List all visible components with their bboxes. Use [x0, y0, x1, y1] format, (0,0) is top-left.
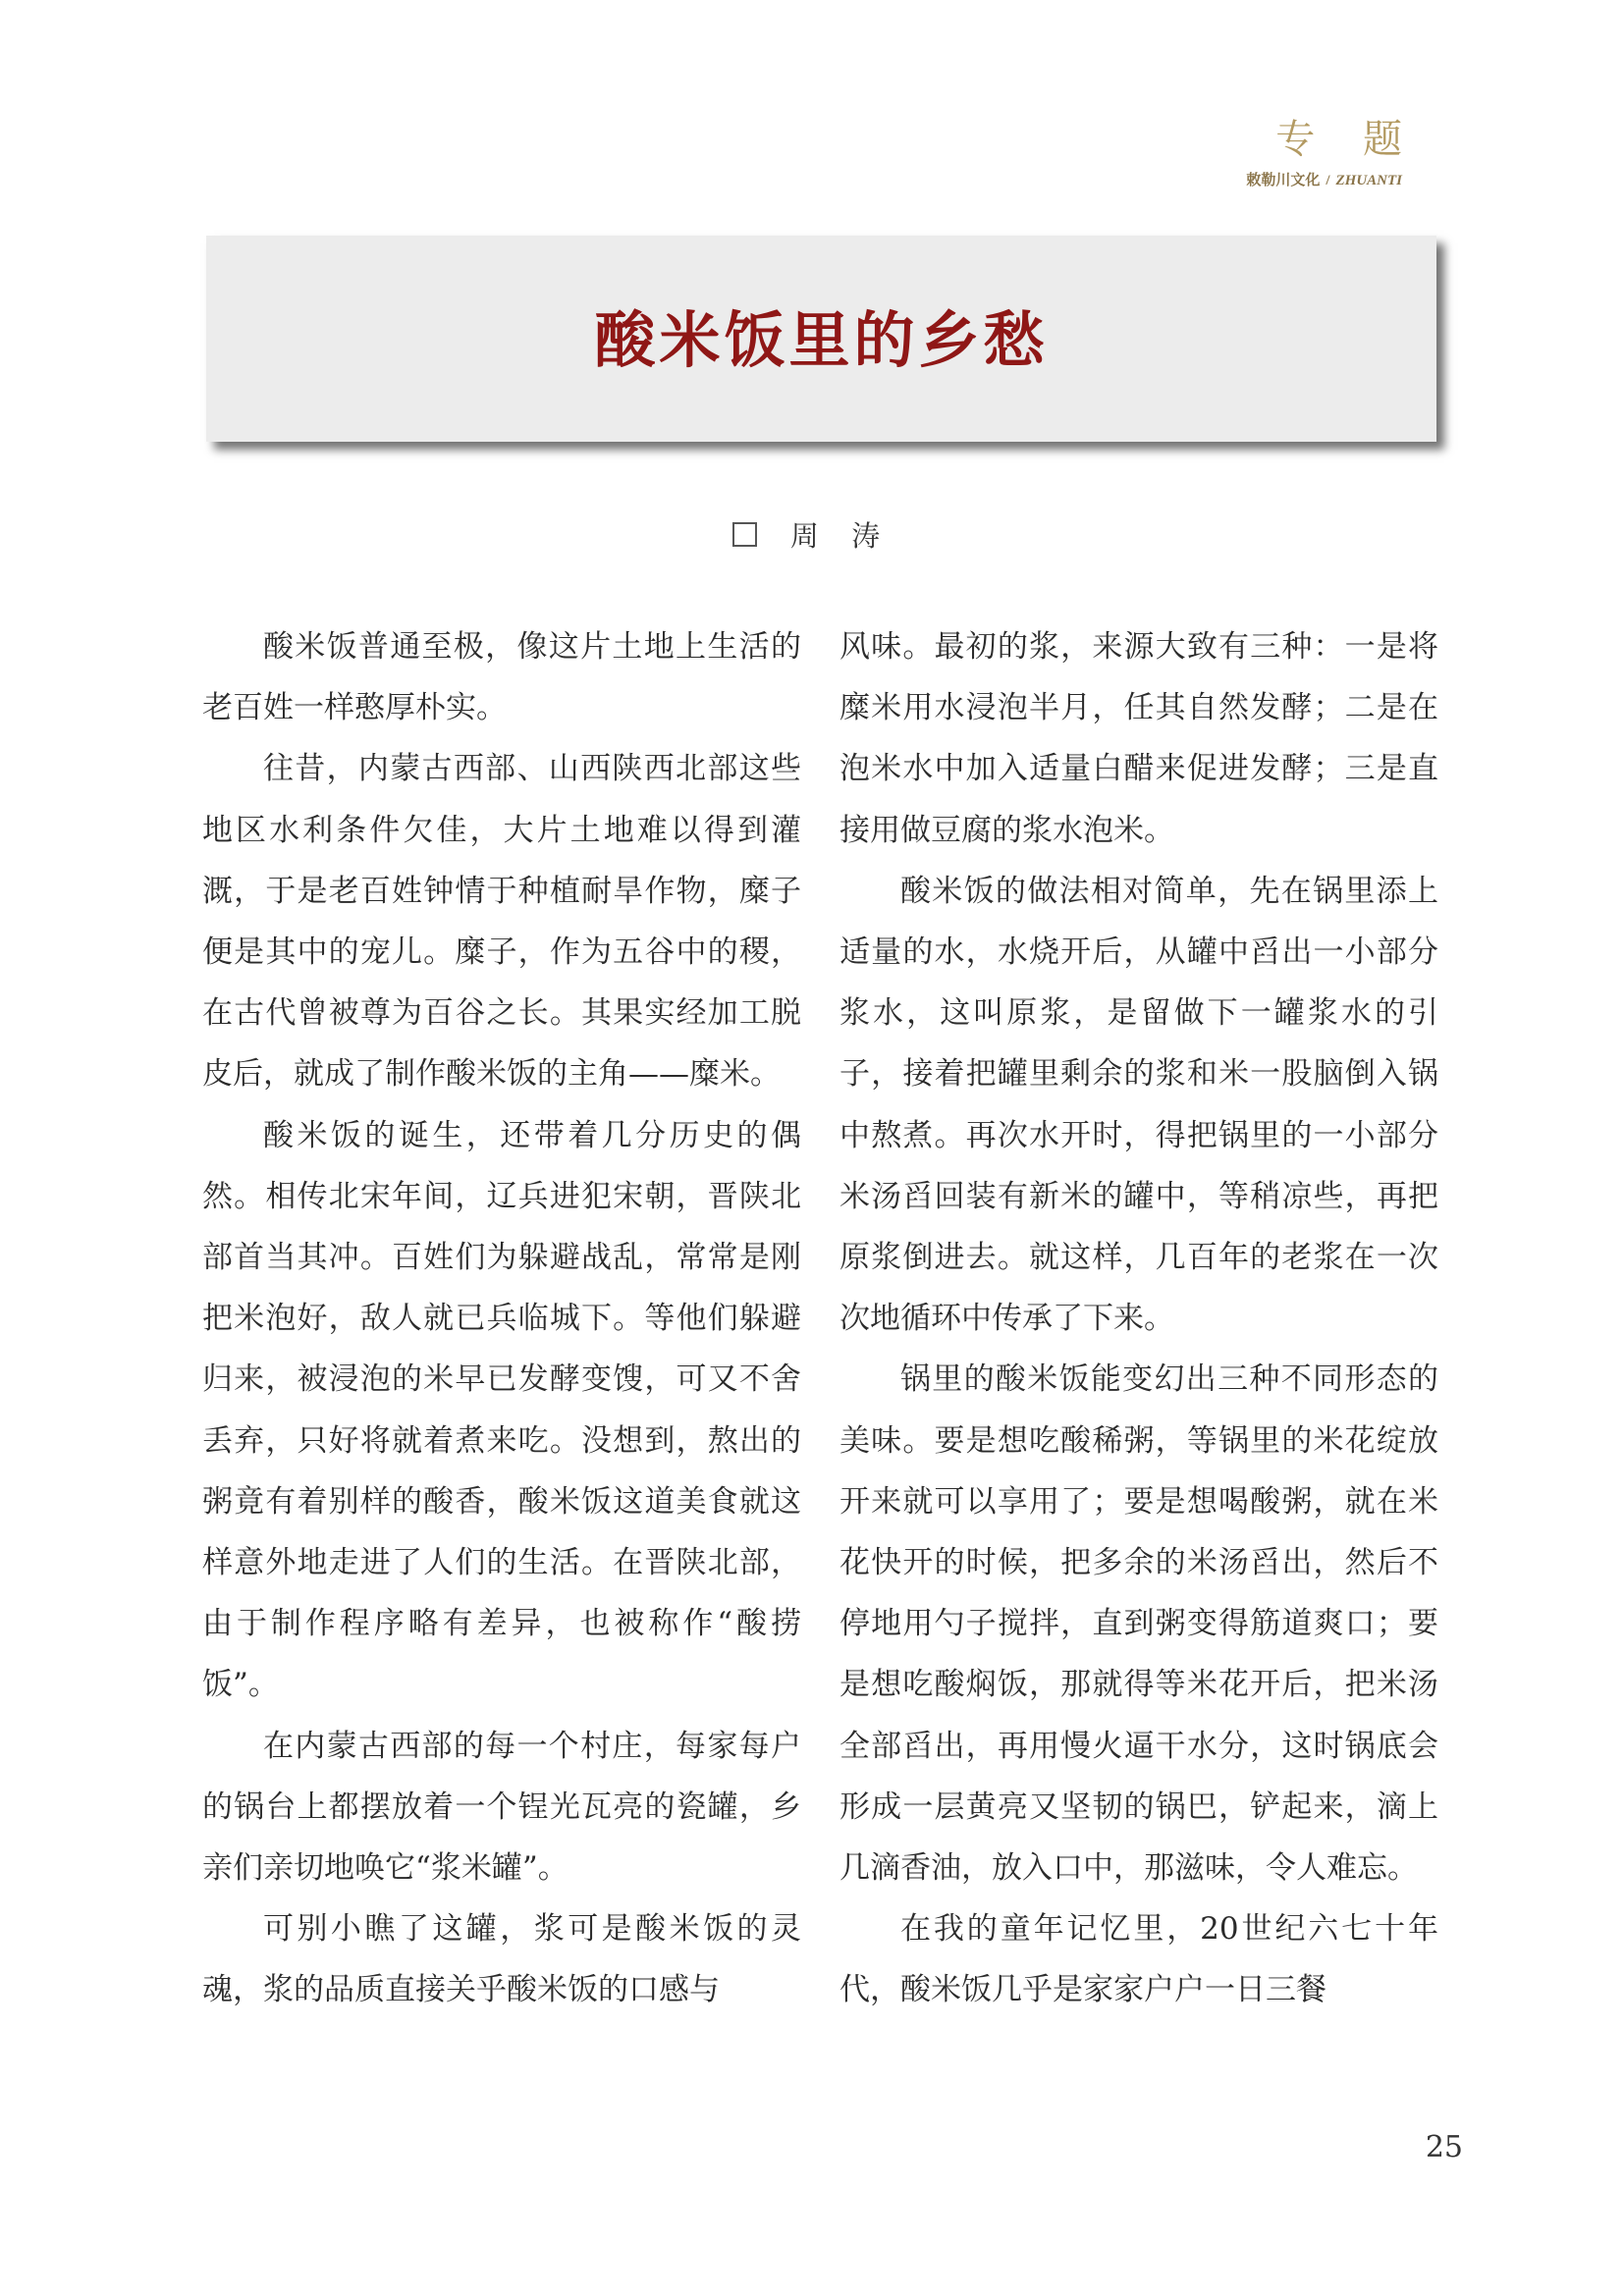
paragraph: 酸米饭的做法相对简单，先在锅里添上适量的水，水烧开后，从罐中舀出一小部分浆水，这叫原浆，是留做下一罐浆水的引子，接着把罐里剩余的浆和米一股脑倒入锅中熬煮。再次水开时，得把锅里的一小部分米汤舀回装有新米的罐中，等稍凉些，再把原浆倒进去。就这样，几百年的老浆在一次次地循环中传承了下来。 [839, 873, 1438, 1337]
section-title: 专 题 [1275, 117, 1420, 162]
square-icon [732, 522, 757, 547]
section-subtitle [1246, 169, 1402, 189]
section-subtitle-en: ZHUANTI [1335, 173, 1402, 188]
page-number: 25 [1425, 2130, 1463, 2164]
byline-author: 周 涛 [789, 519, 893, 553]
section-header [1246, 116, 1420, 189]
paragraph: 风味。最初的浆，来源大致有三种：一是将糜米用水浸泡半月，任其自然发酵；二是在泡米水中加入适量白醋来促进发酵；三是直接用做豆腐的浆水泡米。 [839, 629, 1438, 848]
article-title: 酸米饭里的乡愁 [594, 303, 1049, 376]
paragraph: 往昔，内蒙古西部、山西陕西北部这些地区水利条件欠佳，大片土地难以得到灌溉，于是老百姓钟情于种植耐旱作物，糜子便是其中的宠儿。糜子，作为五谷中的稷，在古代曾被尊为百谷之长。其果实经加工脱皮后，就成了制作酸米饭的主角——糜米。 [202, 751, 801, 1093]
paragraph: 酸米饭的诞生，还带着几分历史的偶然。相传北宋年间，辽兵进犯宋朝，晋陕北部首当其冲。百姓们为躲避战乱，常常是刚把米泡好，敌人就已兵临城下。等他们躲避归来，被浸泡的米早已发酵变馊，可又不舍丢弃，只好将就着煮来吃。没想到，熬出的粥竟有着别样的酸香，酸米饭这道美食就这样意外地走进了人们的生活。在晋陕北部，由于制作程序略有差异，也被称作“酸捞饭”。 [202, 1117, 801, 1703]
paragraph: 在我的童年记忆里，20世纪六七十年代，酸米饭几乎是家家户户一日三餐 [839, 1911, 1438, 2008]
left-column [202, 616, 801, 2021]
paragraph: 可别小瞧了这罐，浆可是酸米饭的灵魂，浆的品质直接关乎酸米饭的口感与 [202, 1911, 801, 2008]
byline [0, 514, 1624, 555]
title-banner [206, 236, 1436, 442]
right-column [839, 616, 1438, 2021]
paragraph: 在内蒙古西部的每一个村庄，每家每户的锅台上都摆放着一个锃光瓦亮的瓷罐，乡亲们亲切地唤它“浆米罐”。 [202, 1728, 801, 1887]
section-subtitle-cn: 敕勒川文化 [1246, 173, 1321, 188]
paragraph: 锅里的酸米饭能变幻出三种不同形态的美味。要是想吃酸稀粥，等锅里的米花绽放开来就可以享用了；要是想喝酸粥，就在米花快开的时候，把多余的米汤舀出，然后不停地用勺子搅拌，直到粥变得筋道爽口；要是想吃酸焖饭，那就得等米花开后，把米汤全部舀出，再用慢火逼干水分，这时锅底会形成一层黄亮又坚韧的锅巴，铲起来，滴上几滴香油，放入口中，那滋味，令人难忘。 [839, 1362, 1438, 1887]
section-subtitle-slash: / [1326, 173, 1330, 188]
paragraph: 酸米饭普通至极，像这片土地上生活的老百姓一样憨厚朴实。 [202, 629, 801, 726]
